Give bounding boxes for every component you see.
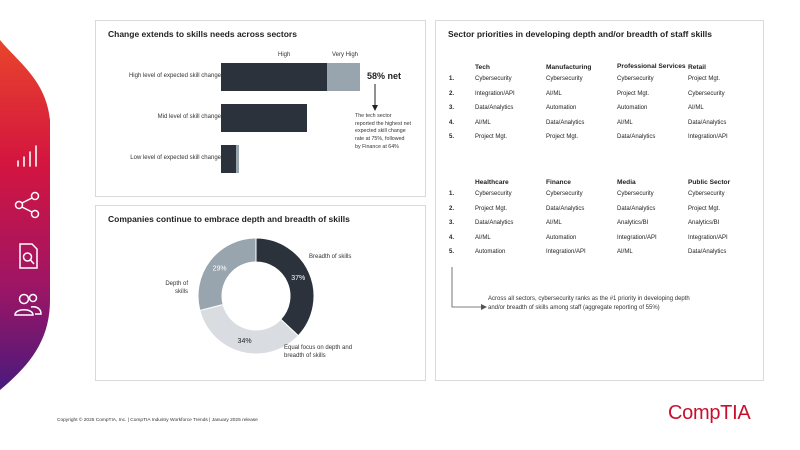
table-cell: Automation (617, 105, 648, 112)
panel-title: Companies continue to embrace depth and breadth of skills (108, 214, 350, 224)
table-row (449, 72, 758, 87)
table-cell: Data/Analytics (688, 249, 727, 256)
table-cell: AI/ML (617, 119, 633, 126)
table-row (449, 87, 758, 102)
column-header: Tech (475, 64, 490, 71)
slice-label-depth: Depth of skills (165, 281, 188, 295)
slice-value-label: 37% (291, 275, 306, 283)
comptia-logo: CompTIA (668, 402, 751, 424)
footer-copyright: Copyright © 2025 CompTIA, Inc. | CompTIA Industry Workforce Trends | January 2025 release (57, 418, 258, 423)
table-cell: Project Mgt. (688, 76, 721, 83)
depth-breadth-panel (95, 205, 426, 381)
table-cell: Integration/API (546, 249, 586, 256)
legend-very-high: Very High (332, 52, 359, 58)
table-cell: Analytics/BI (688, 220, 720, 227)
rank-number: 1. (449, 191, 455, 198)
table-cell: Data/Analytics (475, 220, 514, 227)
table-cell: Integration/API (688, 134, 728, 141)
category-label: High level of expected skill change (128, 73, 221, 79)
table-cell: Project Mgt. (475, 205, 508, 212)
table-cell: Project Mgt. (688, 205, 721, 212)
slice-value-label: 34% (237, 338, 252, 346)
bar-high (221, 145, 237, 173)
table-row (449, 216, 758, 231)
category-label: Mid level of skill change (157, 114, 221, 120)
column-header: Retail (688, 64, 706, 71)
rank-number: 5. (449, 249, 455, 256)
table-cell: Automation (546, 105, 577, 112)
column-header: Healthcare (475, 179, 509, 186)
sector-priorities-panel (435, 20, 764, 381)
callout-text: The tech sector reported the highest net expected skill change rate at 75%, followed by Finance at 64% (355, 113, 411, 150)
bar-chart-icon[interactable] (13, 142, 43, 170)
table-row (449, 187, 758, 202)
table-cell: Integration/API (475, 90, 515, 97)
rank-number: 2. (449, 90, 455, 97)
table-header-row (449, 55, 758, 72)
donut-slice (256, 238, 314, 336)
bar-high (221, 104, 308, 132)
table-cell: Cybersecurity (617, 76, 654, 83)
table-cell: Automation (546, 234, 577, 241)
table-cell: Data/Analytics (617, 134, 656, 141)
share-nodes-icon[interactable] (13, 191, 43, 219)
sidebar (0, 0, 60, 450)
table-cell: Project Mgt. (546, 134, 579, 141)
table-cell: Cybersecurity (617, 191, 654, 198)
table-row (449, 202, 758, 217)
table-cell: AI/ML (546, 220, 562, 227)
table-cell: Automation (475, 249, 506, 256)
table-cell: Integration/API (688, 234, 728, 241)
table-cell: AI/ML (688, 105, 704, 112)
table-cell: AI/ML (617, 249, 633, 256)
callout-arrow (370, 84, 380, 112)
rank-number: 3. (449, 220, 455, 227)
table-cell: AI/ML (546, 90, 562, 97)
column-header: Public Sector (688, 179, 731, 186)
table-cell: Integration/API (617, 234, 657, 241)
slice-value-label: 29% (212, 265, 227, 273)
skills-change-panel (95, 20, 426, 197)
table-cell: Data/Analytics (546, 119, 585, 126)
rank-number: 1. (449, 76, 455, 83)
bar-very-high (327, 63, 361, 91)
legend-high: High (278, 52, 291, 58)
table-cell: Data/Analytics (475, 105, 514, 112)
table-cell: Data/Analytics (546, 205, 585, 212)
sidebar-gradient-shape (0, 0, 60, 450)
users-icon[interactable] (13, 290, 43, 318)
donut-slice (198, 238, 256, 310)
table-cell: Cybersecurity (475, 76, 512, 83)
bar-very-high (236, 145, 239, 173)
document-search-icon[interactable] (13, 242, 43, 270)
column-header: Manufacturing (546, 64, 592, 71)
category-label: Low level of expected skill change (130, 155, 221, 161)
slice-label-equal: Equal focus on depth and breadth of skills (284, 345, 353, 359)
column-header: Finance (546, 179, 571, 186)
table-cell: Project Mgt. (475, 134, 508, 141)
priorities-table-1 (449, 55, 758, 145)
table-cell: Data/Analytics (688, 119, 727, 126)
priorities-table-2 (449, 170, 758, 260)
table-cell: Cybersecurity (688, 191, 725, 198)
slice-label-breadth: Breadth of skills (309, 254, 352, 260)
table-cell: Cybersecurity (475, 191, 512, 198)
rank-number: 5. (449, 134, 455, 141)
rank-number: 2. (449, 205, 455, 212)
table-cell: Analytics/BI (617, 220, 649, 227)
table-cell: Data/Analytics (617, 205, 656, 212)
summary-note: Across all sectors, cybersecurity ranks as the #1 priority in developing depth and/or breadth of skills among staff (aggregate reporting of 55%) (488, 296, 690, 311)
rank-number: 3. (449, 105, 455, 112)
table-cell: Cybersecurity (546, 76, 583, 83)
table-cell: Cybersecurity (688, 90, 725, 97)
bar-high (221, 63, 328, 91)
panel-title: Sector priorities in developing depth and/or breadth of staff skills (448, 29, 713, 39)
table-cell: Project Mgt. (617, 90, 650, 97)
table-cell: Cybersecurity (546, 191, 583, 198)
table-row (449, 116, 758, 131)
table-row (449, 130, 758, 145)
table-row (449, 245, 758, 260)
panel-title: Change extends to skills needs across sectors (108, 29, 297, 39)
column-header: Professional Services (617, 63, 686, 70)
table-cell: AI/ML (475, 119, 491, 126)
column-header: Media (617, 179, 636, 186)
table-row (449, 231, 758, 246)
callout-value: 58% net (367, 71, 402, 81)
table-cell: AI/ML (475, 234, 491, 241)
rank-number: 4. (449, 119, 455, 126)
table-header-row (449, 170, 758, 187)
rank-number: 4. (449, 234, 455, 241)
note-arrow (450, 267, 490, 313)
table-row (449, 101, 758, 116)
